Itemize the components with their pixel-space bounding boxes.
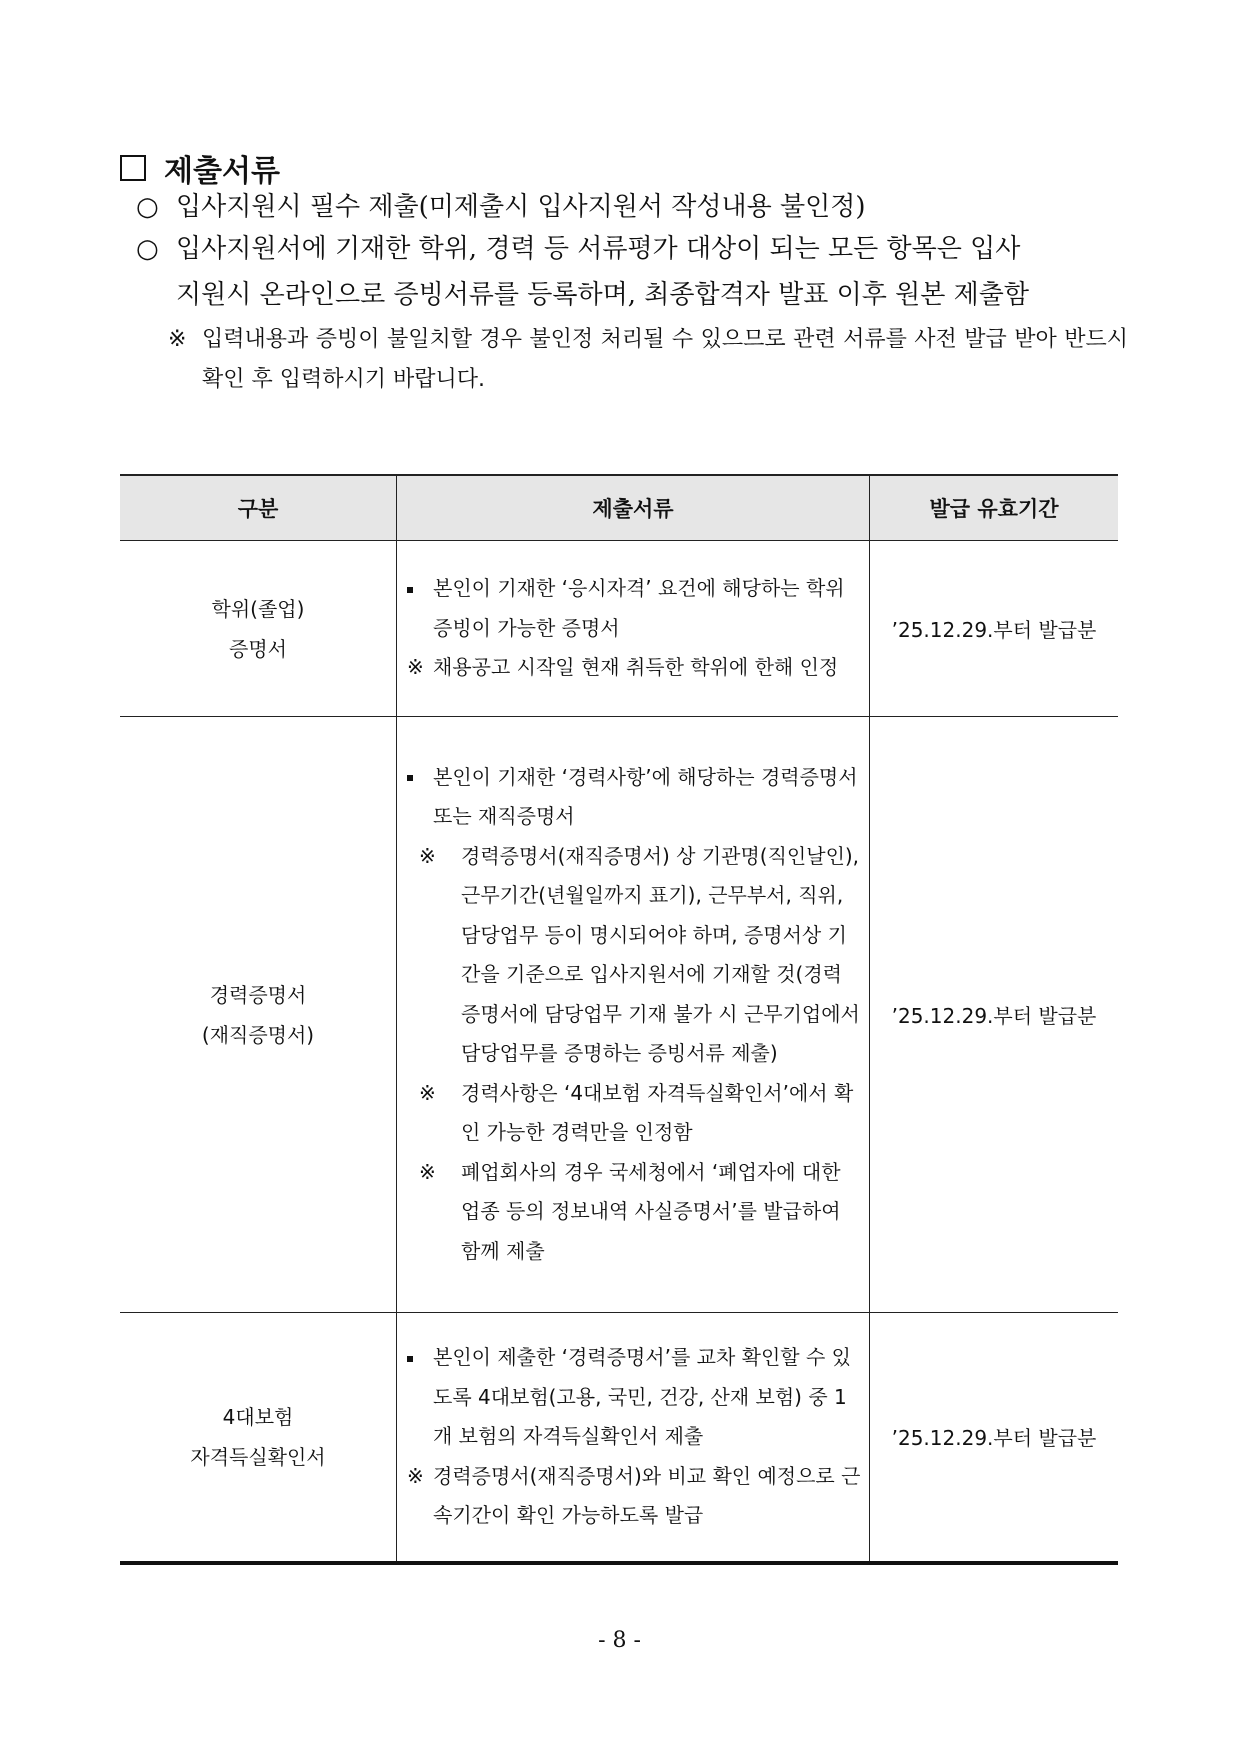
- item-text: 폐업회사의 경우 국세청에서 ‘폐업자에 대한 업종 등의 정보내역 사실증명서’를 발급하여 함께 제출: [461, 1159, 841, 1263]
- validity-cell: ’25.12.29.부터 발급분: [870, 541, 1119, 717]
- item-text: 본인이 제출한 ‘경력증명서’를 교차 확인할 수 있도록 4대보험(고용, 국민, 건강, 산재 보험) 중 1개 보험의 자격득실확인서 제출: [433, 1345, 851, 1448]
- checkbox-square-icon: [120, 155, 146, 181]
- header-validity: 발급 유효기간: [870, 475, 1119, 541]
- document-item: [405, 1338, 861, 1457]
- validity-cell: ’25.12.29.부터 발급분: [870, 717, 1119, 1313]
- bullet-continuation: 지원시 온라인으로 증빙서류를 등록하며, 최종합격자 발표 이후 원본 제출함: [176, 280, 1029, 310]
- circle-bullet-icon: ○: [136, 234, 159, 264]
- table-header-row: [120, 475, 1118, 541]
- reference-mark-icon: ※: [168, 327, 187, 352]
- square-bullet-icon: [407, 758, 413, 798]
- header-category: 구분: [120, 475, 397, 541]
- bullet-text: 입사지원서에 기재한 학위, 경력 등 서류평가 대상이 되는 모든 항목은 입사: [176, 234, 1021, 264]
- item-text: 본인이 기재한 ‘경력사항’에 해당하는 경력증명서 또는 재직증명서: [433, 764, 858, 829]
- table-row: [120, 717, 1118, 1313]
- item-text: 채용공고 시작일 현재 취득한 학위에 한해 인정: [433, 655, 839, 680]
- square-bullet-icon: [407, 1338, 413, 1378]
- header-documents: 제출서류: [397, 475, 870, 541]
- documents-table: [120, 474, 1118, 1565]
- document-note: [405, 1153, 861, 1272]
- bullet-text: 입사지원시 필수 제출(미제출시 입사지원서 작성내용 불인정): [176, 192, 866, 222]
- notice: [168, 320, 1128, 400]
- document-note: [405, 648, 861, 688]
- item-text: 경력증명서(재직증명서) 상 기관명(직인날인), 근무기간(년월일까지 표기), 근무부서, 직위, 담당업무 등이 명시되어야 하며, 증명서상 기간을 기준으로 입사지원서에 기재할 것(경력증명서에 담당업무 기재 불가 시 근무기업에서 담당업무를 증명하는 증빙서류 제출): [461, 843, 860, 1066]
- table-row: [120, 1313, 1118, 1563]
- category-line: 증명서: [229, 636, 287, 661]
- page-number: - 8 -: [598, 1628, 641, 1653]
- documents-cell: [397, 1313, 870, 1563]
- reference-mark-icon: ※: [419, 1159, 436, 1184]
- documents-cell: [397, 541, 870, 717]
- category-cell: [120, 541, 397, 717]
- section-title-text: 제출서류: [164, 154, 280, 189]
- documents-cell: [397, 717, 870, 1313]
- document-item: [405, 569, 861, 648]
- category-line: (재직증명서): [201, 1022, 315, 1047]
- reference-mark-icon: ※: [407, 1463, 424, 1488]
- category-cell: [120, 1313, 397, 1563]
- notice-text: 입력내용과 증빙이 불일치할 경우 불인정 처리될 수 있으므로 관련 서류를 사전 발급 받아 반드시 확인 후 입력하시기 바랍니다.: [202, 327, 1128, 392]
- item-text: 경력사항은 ‘4대보험 자격득실확인서’에서 확인 가능한 경력만을 인정함: [461, 1080, 854, 1145]
- category-line: 4대보험: [222, 1404, 294, 1429]
- square-bullet-icon: [407, 569, 413, 609]
- circle-bullet-icon: ○: [136, 192, 159, 222]
- reference-mark-icon: ※: [419, 843, 436, 868]
- category-line: 자격득실확인서: [190, 1444, 326, 1469]
- category-line: 경력증명서: [209, 982, 307, 1007]
- document-note: [405, 1074, 861, 1153]
- bullet-item: [136, 184, 866, 230]
- category-cell: [120, 717, 397, 1313]
- reference-mark-icon: ※: [407, 655, 424, 680]
- document-item: [405, 758, 861, 837]
- item-text: 본인이 기재한 ‘응시자격’ 요건에 해당하는 학위 증빙이 가능한 증명서: [433, 576, 845, 640]
- validity-cell: ’25.12.29.부터 발급분: [870, 1313, 1119, 1563]
- document-note: [405, 837, 861, 1074]
- table-row: [120, 541, 1118, 717]
- bullet-item: [136, 226, 1020, 272]
- category-line: 학위(졸업): [211, 596, 305, 621]
- document-note: [405, 1457, 861, 1536]
- reference-mark-icon: ※: [419, 1080, 436, 1105]
- item-text: 경력증명서(재직증명서)와 비교 확인 예정으로 근속기간이 확인 가능하도록 발급: [433, 1463, 861, 1527]
